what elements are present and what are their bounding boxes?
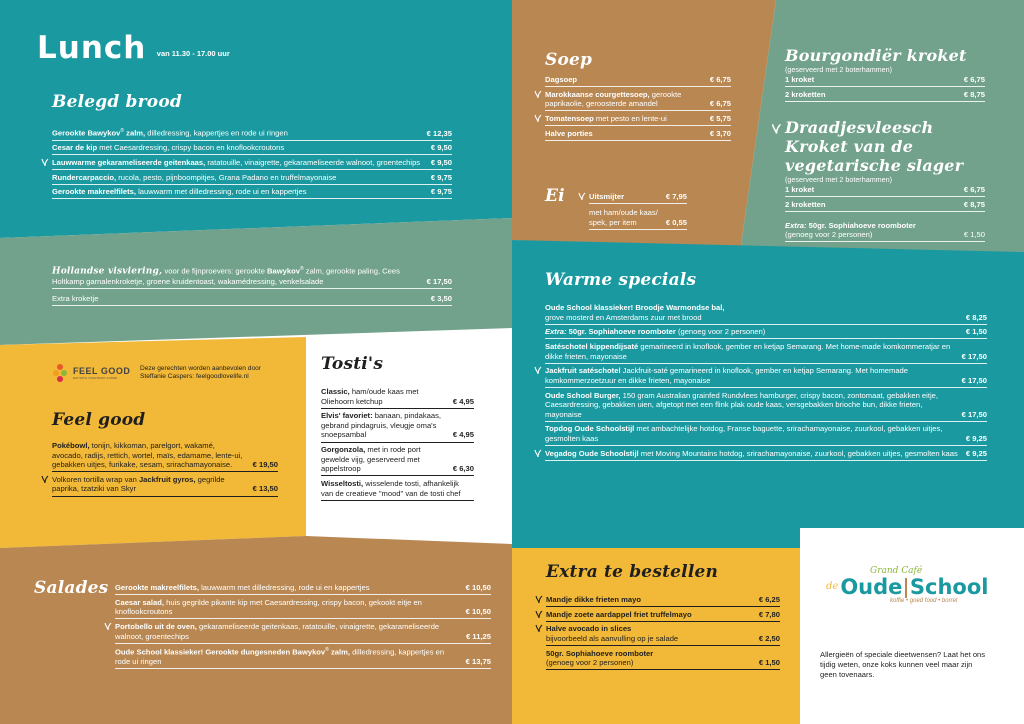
lunch-title: Lunch xyxy=(37,30,147,66)
logo-tagline: koffie • goed food • borrel xyxy=(890,598,958,604)
warme-section xyxy=(545,270,987,462)
salades-title-block xyxy=(34,578,109,606)
price: € 9,25 xyxy=(965,448,987,458)
price: € 17,50 xyxy=(961,375,987,385)
bourgondier-section xyxy=(785,46,985,103)
vegetarian-leaf-icon xyxy=(535,610,543,619)
price: € 9,50 xyxy=(430,143,452,153)
feelgood-logo: FEEL GOOD EAT WITH YOUR BODY & MIND xyxy=(52,363,132,383)
salade-item: Portobello uit de oven, gekarameliseerde geitenkaas, ratatouille, vinaigrette, gekarameliseerde walnoot, groentechips € 11,25 xyxy=(115,621,491,644)
price: € 6,30 xyxy=(452,464,474,474)
vegetarian-leaf-icon xyxy=(41,475,49,484)
logo-grand-cafe: Grand Café xyxy=(870,566,923,576)
extra-item: Halve avocado in slices bijvoorbeeld als aanvulling op je salade € 2,50 xyxy=(546,623,780,646)
salade-item: Caesar salad, huis gegrilde pikante kip met Caesardressing, crispy bacon, gekookt eitje en knoflookcroutons € 10,50 xyxy=(115,597,491,620)
price: € 6,75 xyxy=(709,75,731,84)
logo-school: School xyxy=(909,575,989,599)
soep-item: Marokkaanse courgettesoep, gerookte paprikaolie, geroosterde amandel € 6,75 xyxy=(545,89,731,112)
extra-item: Mandje zoete aardappel friet truffelmayo € 7,80 xyxy=(546,609,780,622)
price: € 3,70 xyxy=(709,128,731,138)
feelgood-item: Pokébowl, tonijn, kikkoman, parelgort, wakamé, avocado, radijs, rettich, wortel, maïs, edamame, lente-ui, gebakken uitjes, furikake, sesam, srirachamayonaise. € 19,50 xyxy=(52,440,278,472)
ei-title-block xyxy=(545,186,575,214)
tosti-section xyxy=(321,354,474,502)
tosti-item: Gorgonzola, met in rode port gewelde vijg, geserveerd met appelstroop € 6,30 xyxy=(321,444,474,476)
soep-item: Dagsoep € 6,75 xyxy=(545,74,731,87)
price: € 10,50 xyxy=(465,583,491,592)
price: € 17,50 xyxy=(961,409,987,419)
salade-item: Gerookte makreelfilets, lauwwarm met dilledressing, rode ui en kappertjes € 10,50 xyxy=(115,582,491,595)
price: € 6,75 xyxy=(963,75,985,84)
price: € 6,75 xyxy=(709,99,731,109)
extra-kroketje-row: Extra kroketje € 3,50 xyxy=(52,293,452,306)
warme-item: Satéschotel kippendijsaté gemarineerd in knoflook, gember en ketjap Semarang. Met home-made komkommeratjar en dikke frieten, mayonaise € 17,50 xyxy=(545,341,987,364)
price: € 9,75 xyxy=(430,187,452,197)
roomboter-extra: Extra: 50gr. Sophiahoeve roomboter (genoeg voor 2 personen) € 1,50 xyxy=(785,220,985,243)
bourgondier-sub: (geserveerd met 2 boterhammen) xyxy=(785,65,893,74)
kroket-item: 2 kroketten € 8,75 xyxy=(785,89,985,102)
price: € 1,50 xyxy=(963,230,985,240)
salades-section xyxy=(115,582,491,671)
draadjes-section xyxy=(785,118,985,244)
logo-de: de xyxy=(826,581,839,592)
price: € 1,50 xyxy=(965,327,987,337)
kroket-item: 2 kroketten € 8,75 xyxy=(785,199,985,212)
price: € 17,50 xyxy=(426,277,452,287)
warme-title: Warme specials xyxy=(545,270,697,290)
ei-section xyxy=(589,191,687,231)
price: € 9,75 xyxy=(430,172,452,182)
warme-item: Topdog Oude Schoolstijl met ambachtelijke hotdog, Franse baguette, srirachamayonaise, zuurkool, gebakken uitjes, gesmolten kaas € 9,25 xyxy=(545,423,987,446)
hollandse-section xyxy=(52,264,452,308)
extra-title: Extra te bestellen xyxy=(546,562,719,582)
price: € 6,25 xyxy=(758,595,780,604)
allergy-note: Allergieën of speciale dieetwensen? Laat het ons tijdig weten, onze koks kunnen veel maar zijn geen tovenaars. xyxy=(820,650,986,679)
belegd-item: Gerookte Bawykov® zalm, dilledressing, kappertjes en rode ui ringen € 12,35 xyxy=(52,126,452,141)
price: € 7,95 xyxy=(665,192,687,201)
price: € 8,25 xyxy=(965,312,987,322)
salade-item: Oude School klassieker! Gerookte dungesneden Bawykov® zalm, dilledressing, kappertjes en rode ui ringen € 13,75 xyxy=(115,645,491,669)
salades-title: Salades xyxy=(34,578,109,598)
warme-extra: Extra: 50gr. Sophiahoeve roomboter (genoeg voor 2 personen) € 1,50 xyxy=(545,326,987,339)
warme-item: Jackfruit satéschotel Jackfruit-saté gemarineerd in knoflook, gember en ketjap Semarang. Met homemade komkommerzoetzuur en dikke frieten, mayonaise € 17,50 xyxy=(545,365,987,388)
vegetarian-leaf-icon xyxy=(534,90,542,99)
vegetarian-leaf-icon xyxy=(771,123,782,135)
price: € 17,50 xyxy=(961,351,987,361)
warme-item: Oude School klassieker! Broodje Warmondse bal, grove mosterd en Amsterdams zuur met brood € 8,25 xyxy=(545,302,987,325)
extra-item: Mandje dikke frieten mayo € 6,25 xyxy=(546,594,780,607)
belegd-item: Cesar de kip met Caesardressing, crispy bacon en knoflookcroutons € 9,50 xyxy=(52,142,452,155)
belegd-section xyxy=(52,92,452,201)
price: € 1,50 xyxy=(758,658,780,668)
ei-title: Ei xyxy=(545,186,565,206)
warme-item: Vegadog Oude Schoolstijl met Moving Mountains hotdog, srirachamayonaise, zuurkool, gebakken uitjes, gesmolten kaas € 9,25 xyxy=(545,448,987,461)
vegetarian-leaf-icon xyxy=(578,192,586,201)
bourgondier-title: Bourgondiër kroket xyxy=(785,46,967,65)
price: € 12,35 xyxy=(426,128,452,138)
price: € 8,75 xyxy=(963,89,985,99)
belegd-title: Belegd brood xyxy=(52,92,182,112)
feelgood-note: Deze gerechten worden aanbevolen door Steffanie Caspers: feelgoodlovelife.nl xyxy=(140,364,261,380)
warme-item: Oude School Burger, 150 gram Australian grainfed Rundvlees hamburger, crispy bacon, zontomaat, gebakken eitje, Caesardressing, gebakken uien, afgetopt met een flink plak oude kaas, versgebakken brioche bun, dikke frieten, mayonaise € 17,50 xyxy=(545,390,987,422)
feelgood-item: Volkoren tortilla wrap van Jackfruit gyros, gegrilde paprika, tzatziki van Skyr € 13,50 xyxy=(52,474,278,497)
ei-item: Uitsmijter € 7,95 xyxy=(589,191,687,204)
tosti-title: Tosti's xyxy=(321,354,384,374)
draadjes-sub: (geserveerd met 2 boterhammen) xyxy=(785,175,893,184)
price: € 10,50 xyxy=(465,607,491,617)
price: € 4,95 xyxy=(452,430,474,440)
price: € 19,50 xyxy=(252,460,278,470)
soep-title: Soep xyxy=(545,50,593,70)
vegetarian-leaf-icon xyxy=(534,114,542,123)
soep-section xyxy=(545,50,731,142)
price: € 0,55 xyxy=(665,217,687,227)
belegd-item: Rundercarpaccio, rucola, pesto, pijnboompitjes, Grana Padano en truffelmayonaise € 9,75 xyxy=(52,172,452,185)
price: € 13,50 xyxy=(252,484,278,494)
belegd-item: Gerookte makreelfilets, lauwwarm met dilledressing, rode ui en kappertjes € 9,75 xyxy=(52,186,452,199)
vegetarian-leaf-icon xyxy=(535,624,543,633)
vegetarian-leaf-icon xyxy=(535,595,543,604)
price: € 9,25 xyxy=(965,434,987,443)
ei-supplement: met ham/oude kaas/ spek, per item € 0,55 xyxy=(589,207,687,230)
feelgood-title: Feel good xyxy=(52,410,146,430)
feelgood-dots-icon xyxy=(52,363,70,383)
belegd-item: Lauwwarme gekarameliseerde geitenkaas, ratatouille, vinaigrette, gekarameliseerde walnoot, groentechips € 9,50 xyxy=(52,157,452,170)
price: € 5,75 xyxy=(709,113,731,123)
price: € 2,50 xyxy=(758,633,780,643)
extra-item: 50gr. Sophiahoeve roomboter (genoeg voor 2 personen) € 1,50 xyxy=(546,648,780,671)
price: € 9,50 xyxy=(430,157,452,167)
price: € 7,80 xyxy=(758,609,780,619)
restaurant-logo xyxy=(826,566,996,604)
price: € 4,95 xyxy=(452,396,474,406)
vegetarian-leaf-icon xyxy=(534,449,542,458)
kroket-item: 1 kroket € 6,75 xyxy=(785,74,985,87)
price: € 11,25 xyxy=(466,631,491,641)
tosti-item: Elvis' favoriet: banaan, pindakaas, gebrand pindagruis, vleugje oma's snoepsambal € 4,95 xyxy=(321,410,474,442)
logo-oude: Oude xyxy=(840,575,903,599)
tosti-item: Classic, ham/oude kaas met Oliehoorn ketchup € 4,95 xyxy=(321,386,474,409)
feelgood-section xyxy=(52,410,278,498)
vegetarian-leaf-icon xyxy=(534,366,542,375)
price: € 13,75 xyxy=(465,657,491,667)
tosti-item: Wisseltosti, wisselende tosti, afhankelijk van de creatieve "mood" van de tosti chef xyxy=(321,478,474,501)
vegetarian-leaf-icon xyxy=(104,622,112,631)
vegetarian-leaf-icon xyxy=(41,158,49,167)
soep-item: Halve porties € 3,70 xyxy=(545,128,731,141)
kroket-item: 1 kroket € 6,75 xyxy=(785,184,985,197)
lunch-header xyxy=(37,30,297,66)
soep-item: Tomatensoep met pesto en lente-ui € 5,75 xyxy=(545,113,731,126)
price: € 8,75 xyxy=(963,199,985,209)
price: € 3,50 xyxy=(430,294,452,304)
price: € 6,75 xyxy=(963,185,985,194)
lunch-hours: van 11.30 - 17.00 uur xyxy=(156,49,230,59)
hollandse-item: Hollandse visviering, voor de fijnproevers: gerookte Bawykov® zalm, gerookte paling, Cees Holtkamp garnalenkroketje, groene kruidentoast, wakamédressing, venkelsalade € 17,50 xyxy=(52,264,452,289)
extra-section xyxy=(546,562,780,672)
feelgood-logo-block xyxy=(52,363,278,383)
draadjes-title: Draadjesvleesch Kroket van de vegetarische slager xyxy=(785,118,964,175)
